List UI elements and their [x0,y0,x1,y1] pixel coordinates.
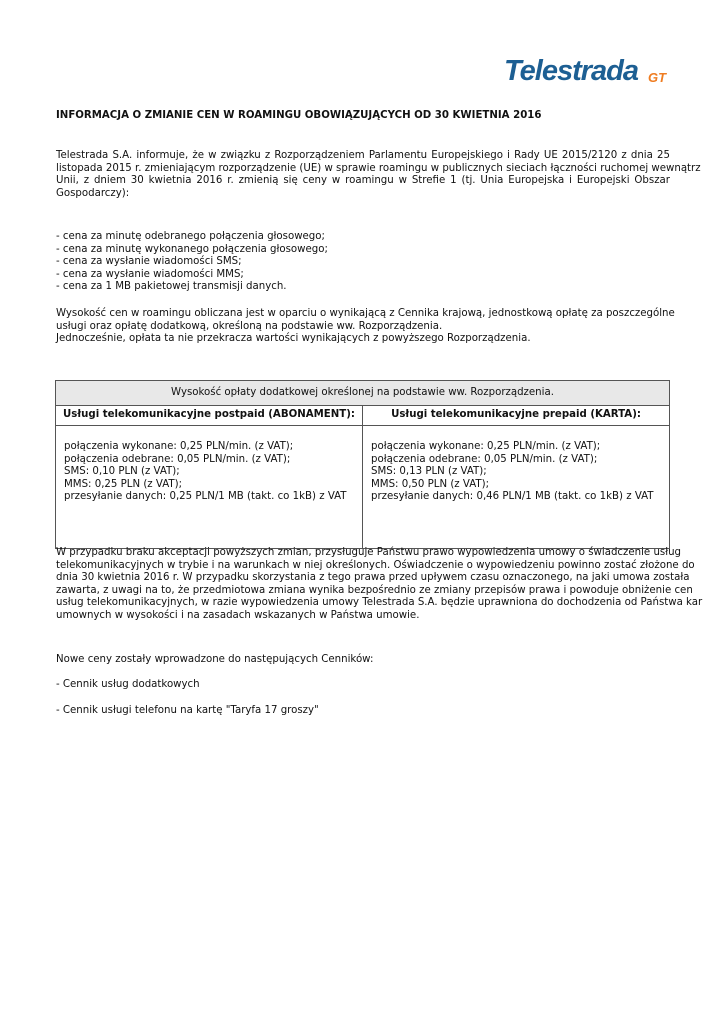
price-list [56,231,328,294]
cennik-item: - Cennik usługi telefonu na kartę "Taryfa 17 groszy" [56,705,319,716]
rate-line: połączenia odebrane: 0,05 PLN/min. (z VAT); [371,453,598,465]
intro-line: Telestrada S.A. informuje, że w związku z Rozporządzeniem Parlamentu Europejskiego i Rady UE 2015/2120 z dnia 25 [56,150,670,161]
list-item: - cena za minutę wykonanego połączenia głosowego; [56,243,328,255]
page-title: INFORMACJA O ZMIANIE CEN W ROAMINGU OBOWIĄZUJĄCYCH OD 30 KWIETNIA 2016 [56,110,542,121]
table-header: Wysokość opłaty dodatkowej określonej na podstawie ww. Rozporządzenia. [56,381,670,406]
rate-line: połączenia wykonane: 0,25 PLN/min. (z VAT); [64,441,294,452]
withdrawal-line: W przypadku braku akceptacji powyższych zmian, przysługuje Państwu prawo wypowiedzenia umowy o świadczenie usług [56,547,682,558]
list-item: - cena za wysłanie wiadomości SMS; [56,256,242,268]
postpaid-column-title: Usługi telekomunikacyjne postpaid (ABONAMENT): [56,406,363,426]
withdrawal-paragraph [56,547,703,623]
intro-line: Gospodarczy): [56,187,130,199]
calculation-line: Jednocześnie, opłata ta nie przekracza wartości wynikających z powyższego Rozporządzenia. [56,333,531,345]
logo-wordmark: Telestrada [504,55,638,87]
rate-line: połączenia wykonane: 0,25 PLN/min. (z VAT); [371,441,601,452]
rate-line: przesyłanie danych: 0,25 PLN/1 MB (takt. co 1kB) z VAT [64,491,347,503]
withdrawal-line: usług telekomunikacyjnych, w razie wypowiedzenia umowy Telestrada S.A. będzie uprawniona do dochodzenia od Państwa kar [56,597,703,609]
list-item: - cena za wysłanie wiadomości MMS; [56,268,244,280]
rates-table [55,380,670,549]
intro-line: Unii, z dniem 30 kwietnia 2016 r. zmienią się ceny w roamingu w Strefie 1 (tj. Unia Europejska i Europejski Obszar [56,175,670,187]
cenniki-intro: Nowe ceny zostały wprowadzone do następujących Cenników: [56,654,374,665]
intro-line: listopada 2015 r. zmieniającym rozporządzenie (UE) w sprawie roamingu w publicznych sieciach łączności ruchomej wewnątrz [56,162,701,174]
withdrawal-line: zawarta, z uwagi na to, że przedmiotowa zmiana wynika bezpośrednio ze zmiany przepisów prawa i powoduje obniżenie cen [56,584,693,596]
rate-line: SMS: 0,10 PLN (z VAT); [64,466,180,478]
list-item: - cena za 1 MB pakietowej transmisji danych. [56,281,287,293]
rate-line: przesyłanie danych: 0,46 PLN/1 MB (takt. co 1kB) z VAT [371,491,654,503]
calculation-paragraph [56,308,675,346]
calculation-line: usługi oraz opłatę dodatkową, określoną na podstawie ww. Rozporządzenia. [56,320,443,332]
withdrawal-line: dnia 30 kwietnia 2016 r. W przypadku skorzystania z tego prawa przed upływem czasu oznaczonego, na jaki umowa została [56,572,690,584]
rate-line: MMS: 0,50 PLN (z VAT); [371,478,490,490]
intro-paragraph [56,150,701,200]
telestrada-logo [504,54,674,94]
logo-suffix: GT [648,70,667,85]
prepaid-rates [363,426,670,549]
postpaid-rates [56,426,363,549]
calculation-line: Wysokość cen w roamingu obliczana jest w oparciu o wynikającą z Cennika krajową, jednostkową opłatę za poszczególne [56,308,675,319]
withdrawal-line: umownych w wysokości i na zasadach wskazanych w Państwa umowie. [56,609,420,621]
list-item: - cena za minutę odebranego połączenia głosowego; [56,231,325,242]
rate-line: SMS: 0,13 PLN (z VAT); [371,466,487,478]
cennik-item: - Cennik usług dodatkowych [56,679,200,690]
rate-line: MMS: 0,25 PLN (z VAT); [64,478,183,490]
prepaid-column-title: Usługi telekomunikacyjne prepaid (KARTA): [363,406,670,426]
rate-line: połączenia odebrane: 0,05 PLN/min. (z VAT); [64,453,291,465]
withdrawal-line: telekomunikacyjnych w trybie i na warunkach w niej określonych. Oświadczenie o wypowiedzeniu powinno zostać złożone do [56,559,695,571]
